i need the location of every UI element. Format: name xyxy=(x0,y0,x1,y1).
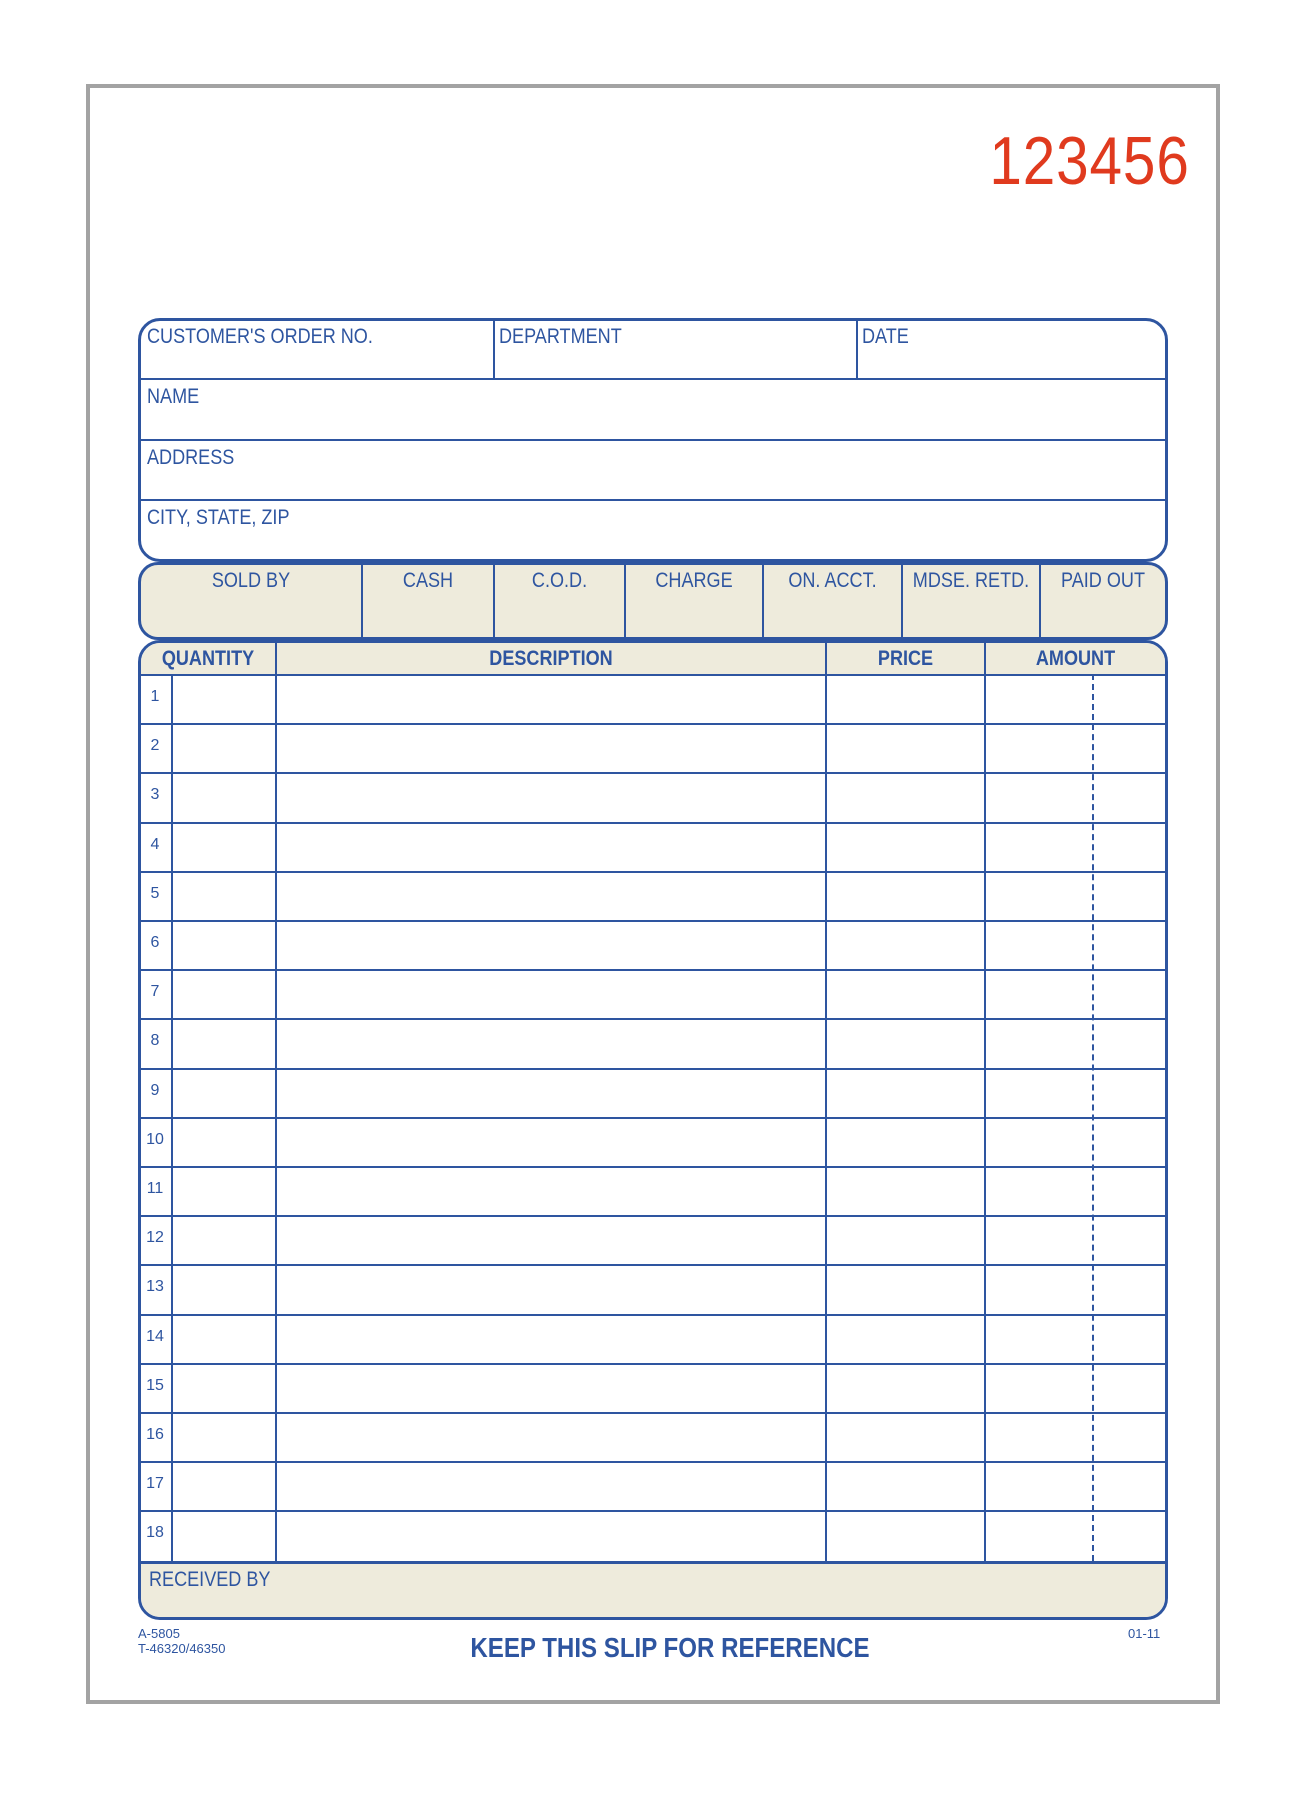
table-row[interactable] xyxy=(172,969,1165,1018)
row-number: 9 xyxy=(150,1081,160,1099)
row-number: 7 xyxy=(150,983,160,1001)
customer-order-no-field[interactable]: CUSTOMER'S ORDER NO. xyxy=(147,325,373,348)
address-field[interactable]: ADDRESS xyxy=(147,446,235,469)
serial-number: 123456 xyxy=(989,123,1190,199)
table-row[interactable] xyxy=(172,1117,1165,1166)
amount-column-header: AMOUNT xyxy=(1035,647,1116,670)
form-code: A-5805 xyxy=(138,1626,180,1641)
table-row[interactable] xyxy=(172,1068,1165,1117)
row-number: 3 xyxy=(150,786,160,804)
description-column-header: DESCRIPTION xyxy=(489,647,613,670)
received-by-label: RECEIVED BY xyxy=(149,1568,271,1591)
row-number: 6 xyxy=(150,934,160,951)
divider xyxy=(141,439,1165,441)
divider xyxy=(1039,565,1041,637)
table-row[interactable] xyxy=(172,1510,1165,1559)
table-row[interactable] xyxy=(172,920,1165,969)
divider xyxy=(493,565,495,637)
items-table xyxy=(138,640,1168,1620)
table-row[interactable] xyxy=(172,1264,1165,1313)
on-account-option[interactable]: ON. ACCT. xyxy=(788,569,877,592)
quantity-column-header: QUANTITY xyxy=(161,647,255,670)
sold-by-option[interactable]: SOLD BY xyxy=(211,569,291,592)
row-number: 12 xyxy=(146,1229,164,1247)
row-number: 17 xyxy=(146,1475,164,1493)
city-state-zip-field[interactable]: CITY, STATE, ZIP xyxy=(147,506,290,529)
received-by-field[interactable] xyxy=(141,1561,1165,1620)
payment-options-section xyxy=(138,562,1168,640)
row-number: 13 xyxy=(146,1278,164,1296)
row-number: 8 xyxy=(150,1032,160,1050)
row-number: 10 xyxy=(146,1130,164,1148)
price-column-header: PRICE xyxy=(877,647,934,670)
cash-option[interactable]: CASH xyxy=(402,569,454,592)
divider xyxy=(762,565,764,637)
table-row[interactable] xyxy=(172,871,1165,920)
row-number: 1 xyxy=(150,688,160,705)
table-row[interactable] xyxy=(172,1461,1165,1510)
revision-code: 01-11 xyxy=(1128,1626,1161,1641)
table-row[interactable] xyxy=(172,1314,1165,1363)
table-row[interactable] xyxy=(172,1018,1165,1067)
name-field[interactable]: NAME xyxy=(147,385,200,408)
row-number: 4 xyxy=(150,835,160,853)
merchandise-returned-option[interactable]: MDSE. RETD. xyxy=(912,569,1030,592)
paid-out-option[interactable]: PAID OUT xyxy=(1061,569,1145,592)
date-field[interactable]: DATE xyxy=(862,325,909,348)
table-row[interactable] xyxy=(172,822,1165,871)
table-row[interactable] xyxy=(172,1412,1165,1461)
customer-info-section xyxy=(138,318,1168,562)
row-number: 11 xyxy=(146,1180,164,1197)
row-number: 16 xyxy=(146,1426,164,1443)
divider xyxy=(856,321,858,378)
table-row[interactable] xyxy=(172,723,1165,772)
divider xyxy=(624,565,626,637)
table-row[interactable] xyxy=(172,1166,1165,1215)
divider xyxy=(141,499,1165,501)
department-field[interactable]: DEPARTMENT xyxy=(499,325,622,348)
divider xyxy=(361,565,363,637)
row-number: 15 xyxy=(146,1376,164,1394)
table-row[interactable] xyxy=(172,1363,1165,1412)
keep-slip-note: KEEP THIS SLIP FOR REFERENCE xyxy=(470,1632,870,1663)
row-number: 5 xyxy=(150,884,160,902)
table-row[interactable] xyxy=(172,772,1165,821)
divider xyxy=(493,321,495,378)
cod-option[interactable]: C.O.D. xyxy=(531,569,588,592)
table-row[interactable] xyxy=(172,1215,1165,1264)
divider xyxy=(901,565,903,637)
row-number: 2 xyxy=(150,737,160,755)
row-number: 18 xyxy=(146,1524,164,1542)
divider xyxy=(141,378,1165,380)
item-codes: T-46320/46350 xyxy=(138,1641,226,1656)
charge-option[interactable]: CHARGE xyxy=(655,569,733,592)
table-row[interactable] xyxy=(172,674,1165,723)
row-number: 14 xyxy=(146,1327,164,1345)
